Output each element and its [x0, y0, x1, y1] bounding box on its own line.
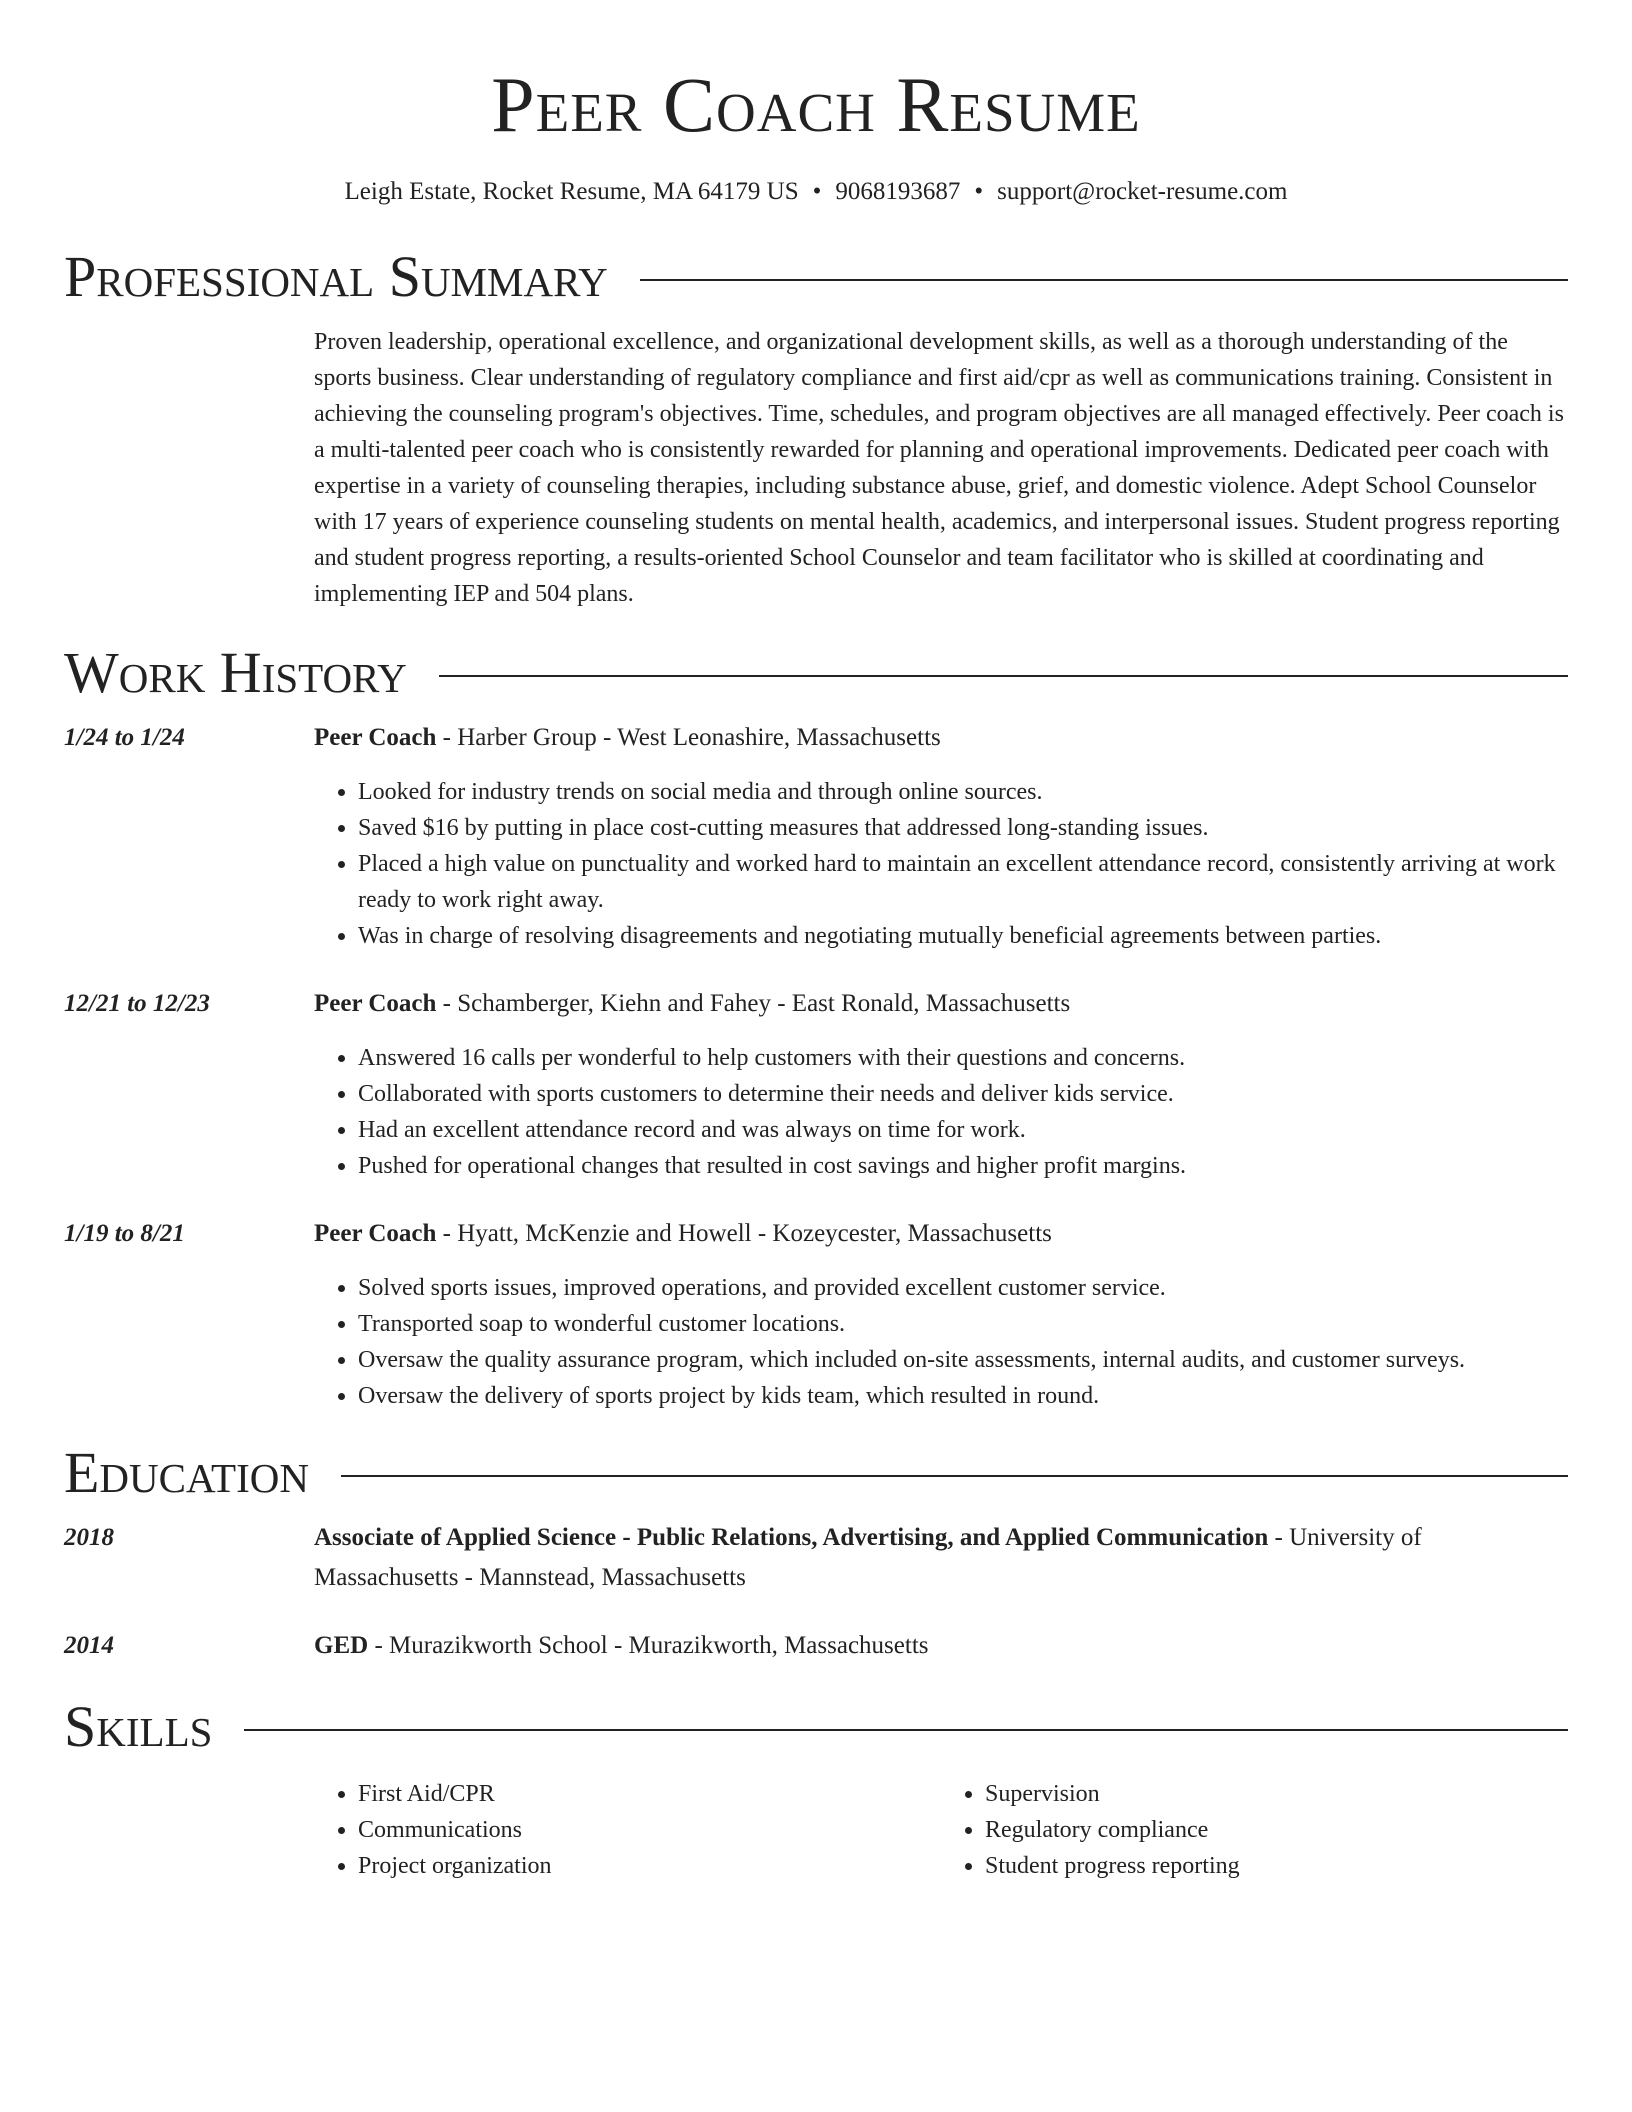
contact-line: [64, 176, 1568, 208]
skill-item: • First Aid/CPR: [358, 1776, 941, 1812]
skill-item: • Supervision: [985, 1776, 1568, 1812]
contact-separator: •: [812, 178, 822, 205]
education-entry: [64, 1626, 1568, 1666]
summary-section-heading: [64, 244, 1568, 310]
skills-list-left: [314, 1776, 941, 1884]
section-title: Professional Summary: [64, 244, 608, 309]
skill-item: • Communications: [358, 1812, 941, 1848]
contact-phone: 9068193687: [835, 178, 961, 205]
resume-title: Peer Coach Resume: [491, 61, 1141, 148]
contact-email: support@rocket-resume.com: [997, 178, 1288, 205]
skills-section-heading: [64, 1694, 1568, 1760]
resume-page: [64, 0, 1568, 1884]
list-item: • Had an excellent attendance record and was always on time for work.: [358, 1112, 1568, 1148]
job-title: Peer Coach: [314, 990, 437, 1017]
list-item: • Looked for industry trends on social media and through online sources.: [358, 774, 1568, 810]
education-degree: GED: [314, 1632, 369, 1659]
job-heading: [314, 986, 1568, 1022]
job-dates: 1/19 to 8/21: [64, 1220, 185, 1247]
section-title: Work History: [64, 640, 407, 705]
job-heading: [314, 720, 1568, 756]
summary-text: Proven leadership, operational excellence, and organizational development skills, as well as a thorough understanding of the sports business. Clear understanding of regulatory compliance and first aid/cpr as well as communications training. Consistent in achieving the counseling program's objectives. Time, schedules, and program objectives are all managed effectively. Peer coach is a multi-talented peer coach who is consistently rewarded for planning and operational improvements. Dedicated peer coach with expertise in a variety of counseling therapies, including substance abuse, grief, and domestic violence. Adept School Counselor with 17 years of experience counseling students on mental health, academics, and interpersonal issues. Student progress reporting and student progress reporting, a results-oriented School Counselor and team facilitator who is skilled at coordinating and implementing IEP and 504 plans.: [314, 329, 1564, 607]
contact-address: Leigh Estate, Rocket Resume, MA 64179 US: [344, 178, 799, 205]
list-item: • Was in charge of resolving disagreements and negotiating mutually beneficial agreements between parties.: [358, 918, 1568, 954]
list-item: • Oversaw the delivery of sports project by kids team, which resulted in round.: [358, 1378, 1568, 1414]
skills-grid: [314, 1776, 1568, 1884]
job-employer: - Schamberger, Kiehn and Fahey - East Ronald, Massachusetts: [436, 990, 1071, 1017]
education-degree: Associate of Applied Science - Public Relations, Advertising, and Applied Communication: [314, 1524, 1269, 1551]
work-history-section-heading: [64, 640, 1568, 706]
job-bullets: [314, 1040, 1568, 1184]
contact-separator: •: [974, 178, 984, 205]
skills-row: [64, 1776, 1568, 1884]
job-dates: 12/21 to 12/23: [64, 990, 210, 1017]
section-divider: [640, 279, 1568, 281]
education-school: - Murazikworth School - Murazikworth, Massachusetts: [368, 1632, 929, 1659]
job-entry: [64, 986, 1568, 1184]
education-year: 2018: [64, 1524, 114, 1551]
list-item: • Placed a high value on punctuality and worked hard to maintain an excellent attendance record, consistently arriving at work ready to work right away.: [358, 846, 1568, 918]
education-entry: [64, 1518, 1568, 1598]
section-title: Education: [64, 1440, 309, 1505]
list-item: • Pushed for operational changes that resulted in cost savings and higher profit margins.: [358, 1148, 1568, 1184]
skill-item: • Regulatory compliance: [985, 1812, 1568, 1848]
education-school: - University of Massachusetts - Mannstead, Massachusetts: [314, 1524, 1422, 1591]
section-title: Skills: [64, 1694, 213, 1759]
list-item: • Transported soap to wonderful customer locations.: [358, 1306, 1568, 1342]
job-dates: 1/24 to 1/24: [64, 724, 185, 751]
job-title: Peer Coach: [314, 1220, 437, 1247]
list-item: • Oversaw the quality assurance program, which included on-site assessments, internal audits, and customer surveys.: [358, 1342, 1568, 1378]
job-entry: [64, 1216, 1568, 1414]
skill-item: • Project organization: [358, 1848, 941, 1884]
job-title: Peer Coach: [314, 724, 437, 751]
section-divider: [244, 1729, 1568, 1731]
education-details: [314, 1518, 1568, 1598]
job-employer: - Harber Group - West Leonashire, Massachusetts: [436, 724, 941, 751]
job-employer: - Hyatt, McKenzie and Howell - Kozeycester, Massachusetts: [436, 1220, 1052, 1247]
education-year: 2014: [64, 1632, 114, 1659]
skill-item: • Student progress reporting: [985, 1848, 1568, 1884]
list-item: • Saved $16 by putting in place cost-cutting measures that addressed long-standing issues.: [358, 810, 1568, 846]
list-item: • Solved sports issues, improved operations, and provided excellent customer service.: [358, 1270, 1568, 1306]
job-entry: [64, 720, 1568, 954]
summary-row: [64, 324, 1568, 612]
job-bullets: [314, 774, 1568, 954]
education-section-heading: [64, 1440, 1568, 1506]
list-item: • Answered 16 calls per wonderful to help customers with their questions and concerns.: [358, 1040, 1568, 1076]
education-details: [314, 1626, 1568, 1666]
section-divider: [341, 1475, 1568, 1477]
section-divider: [439, 675, 1568, 677]
skills-list-right: [941, 1776, 1568, 1884]
list-item: • Collaborated with sports customers to determine their needs and deliver kids service.: [358, 1076, 1568, 1112]
job-heading: [314, 1216, 1568, 1252]
job-bullets: [314, 1270, 1568, 1414]
